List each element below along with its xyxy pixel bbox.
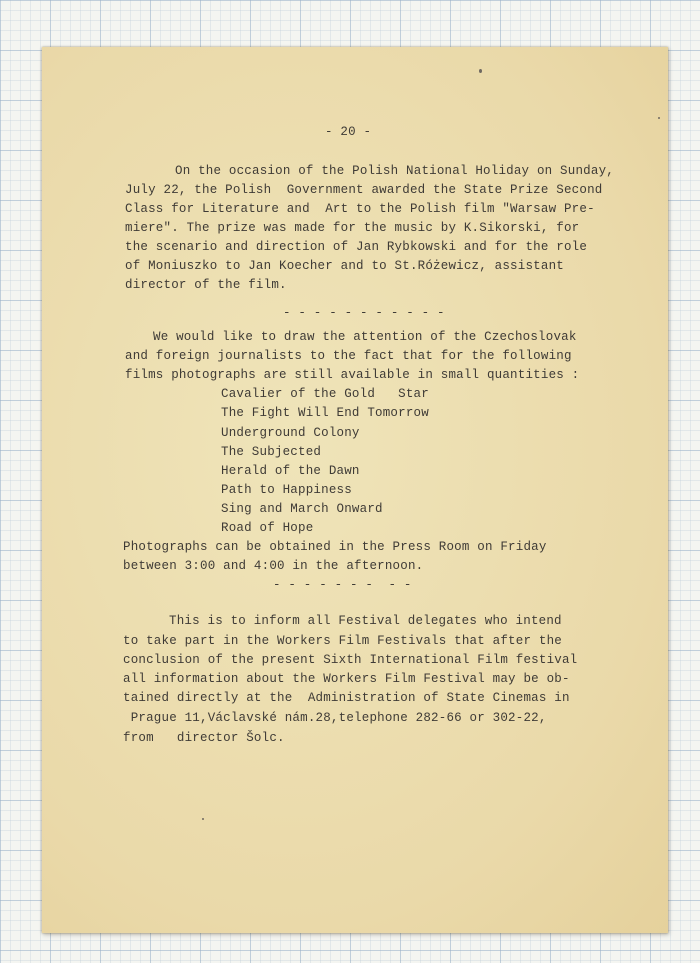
- text-line: miere". The prize was made for the music by K.Sikorski, for: [125, 221, 580, 235]
- text-line: This is to inform all Festival delegates who intend: [169, 614, 562, 628]
- text-line: of Moniuszko to Jan Koecher and to St.Różewicz, assistant: [125, 259, 564, 273]
- film-title: Cavalier of the Gold Star: [221, 387, 429, 401]
- film-title: Road of Hope: [221, 521, 314, 535]
- text-line: July 22, the Polish Government awarded the State Prize Second: [125, 183, 603, 197]
- text-line: On the occasion of the Polish National Holiday on Sunday,: [175, 164, 614, 178]
- film-title: Underground Colony: [221, 426, 360, 440]
- film-title: Path to Happiness: [221, 483, 352, 497]
- ink-speck: [479, 69, 482, 73]
- film-title: Herald of the Dawn: [221, 464, 360, 478]
- film-title: Sing and March Onward: [221, 502, 383, 516]
- document-page: [42, 47, 668, 933]
- text-line: to take part in the Workers Film Festivals that after the: [123, 634, 562, 648]
- text-line: films photographs are still available in small quantities :: [125, 368, 580, 382]
- ink-speck: [202, 818, 204, 820]
- page-number: - 20 -: [325, 125, 372, 139]
- text-line: Class for Literature and Art to the Polish film "Warsaw Pre-: [125, 202, 595, 216]
- text-line: between 3:00 and 4:00 in the afternoon.: [123, 559, 424, 573]
- ink-speck: [658, 117, 660, 119]
- text-line: We would like to draw the attention of the Czechoslovak: [153, 330, 577, 344]
- text-line: tained directly at the Administration of State Cinemas in: [123, 691, 570, 705]
- text-line: the scenario and direction of Jan Rybkowski and for the role: [125, 240, 588, 254]
- text-line: Photographs can be obtained in the Press Room on Friday: [123, 540, 547, 554]
- section-separator: - - - - - - - - - - -: [283, 306, 445, 320]
- text-line: and foreign journalists to the fact that for the following: [125, 349, 572, 363]
- text-line: all information about the Workers Film Festival may be ob-: [123, 672, 570, 686]
- section-separator: - - - - - - - - -: [273, 578, 412, 592]
- text-line: Prague 11,Václavské nám.28,telephone 282-66 or 302-22,: [123, 711, 547, 725]
- film-title: The Fight Will End Tomorrow: [221, 406, 429, 420]
- text-line: director of the film.: [125, 278, 287, 292]
- film-title: The Subjected: [221, 445, 322, 459]
- text-line: from director Šolc.: [123, 731, 285, 745]
- text-line: conclusion of the present Sixth International Film festival: [123, 653, 578, 667]
